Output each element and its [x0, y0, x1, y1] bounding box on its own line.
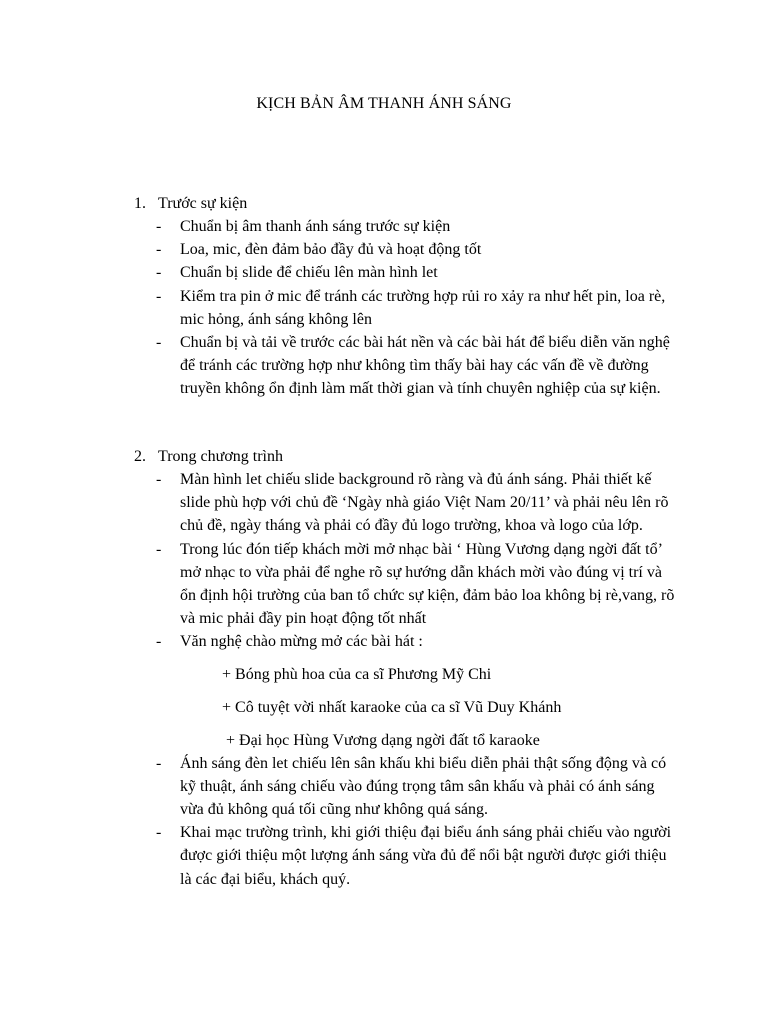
- bullet-text: Khai mạc trường trình, khi giới thiệu đại biểu ánh sáng phải chiếu vào người được giới thiệu một lượng ánh sáng vừa đủ để nổi bật người được giới thiệu là các đại biểu, khách quý.: [180, 824, 672, 888]
- bullet-dash: -: [156, 241, 162, 259]
- document-title: KỊCH BẢN ÂM THANH ÁNH SÁNG: [256, 95, 512, 112]
- section-during-program: [134, 445, 694, 891]
- list-item: [134, 238, 694, 261]
- bullet-dash: -: [156, 824, 162, 842]
- section-title: Trong chương trình: [158, 448, 283, 465]
- bullet-dash: -: [156, 334, 162, 352]
- bullet-list: [134, 468, 694, 654]
- bullet-text: Kiểm tra pin ở mic để tránh các trường hợp rủi ro xảy ra như hết pin, loa rè, mic hỏng, ánh sáng không lên: [180, 287, 666, 328]
- bullet-dash: -: [156, 754, 162, 772]
- list-item: [134, 215, 694, 238]
- bullet-text: Loa, mic, đèn đảm bảo đầy đủ và hoạt động tốt: [180, 241, 482, 259]
- bullet-dash: -: [156, 633, 162, 651]
- bullet-list: [134, 752, 694, 891]
- bullet-dash: -: [156, 540, 162, 558]
- list-item: [134, 261, 694, 284]
- bullet-dash: -: [156, 218, 162, 235]
- section-before-event: [134, 192, 694, 401]
- song-item: + Cô tuyệt vời nhất karaoke của ca sĩ Vũ Duy Khánh: [222, 698, 562, 716]
- bullet-dash: -: [156, 264, 162, 282]
- bullet-dash: -: [156, 471, 162, 488]
- list-item: [134, 821, 694, 891]
- bullet-text: Chuẩn bị slide để chiếu lên màn hình let: [180, 264, 438, 282]
- song-item: + Đại học Hùng Vương dạng ngời đất tổ karaoke: [226, 731, 540, 749]
- list-item: [134, 630, 694, 653]
- list-item: [134, 331, 694, 401]
- song-list: [134, 665, 694, 751]
- bullet-list: [134, 215, 694, 401]
- section-heading: [134, 445, 694, 468]
- section-heading: [134, 192, 694, 215]
- bullet-text: Văn nghệ chào mừng mở các bài hát :: [180, 633, 423, 651]
- bullet-text: Màn hình let chiếu slide background rõ ràng và đủ ánh sáng. Phải thiết kế slide phù hợp với chủ đề ‘Ngày nhà giáo Việt Nam 20/11’ và phải nêu lên rõ chủ đề, ngày tháng và phải có đầy đủ logo trường, khoa và logo của lớp.: [180, 471, 669, 535]
- bullet-dash: -: [156, 287, 162, 305]
- section-number: 1.: [134, 195, 146, 212]
- section-number: 2.: [134, 448, 146, 465]
- list-item: [134, 538, 694, 631]
- list-item: [134, 752, 694, 822]
- bullet-text: Chuẩn bị âm thanh ánh sáng trước sự kiện: [180, 218, 451, 235]
- list-item: [134, 285, 694, 331]
- bullet-text: Chuẩn bị và tải về trước các bài hát nền và các bài hát để biểu diễn văn nghệ để tránh các trường hợp như không tìm thấy bài hay các vấn đề về đường truyền không ổn định làm mất thời gian và tính chuyên nghiệp của sự kiện.: [180, 334, 670, 398]
- section-title: Trước sự kiện: [158, 195, 248, 212]
- bullet-text: Trong lúc đón tiếp khách mời mở nhạc bài ‘ Hùng Vương dạng ngời đất tổ’ mở nhạc to vừa phải để nghe rõ sự hướng dẫn khách mời vào đúng vị trí và ổn định hội trường của ban tổ chức sự kiện, đảm bảo loa không bị rè,vang, rõ và mic phải đầy pin hoạt động tốt nhất: [180, 540, 675, 628]
- song-item: + Bóng phù hoa của ca sĩ Phương Mỹ Chi: [222, 665, 492, 683]
- list-item: [134, 468, 694, 538]
- bullet-text: Ánh sáng đèn let chiếu lên sân khấu khi biểu diễn phải thật sống động và có kỹ thuật, ánh sáng chiếu vào đúng trọng tâm sân khấu và phải có ánh sáng vừa đủ không quá tối cũng như không quá sáng.: [180, 754, 667, 819]
